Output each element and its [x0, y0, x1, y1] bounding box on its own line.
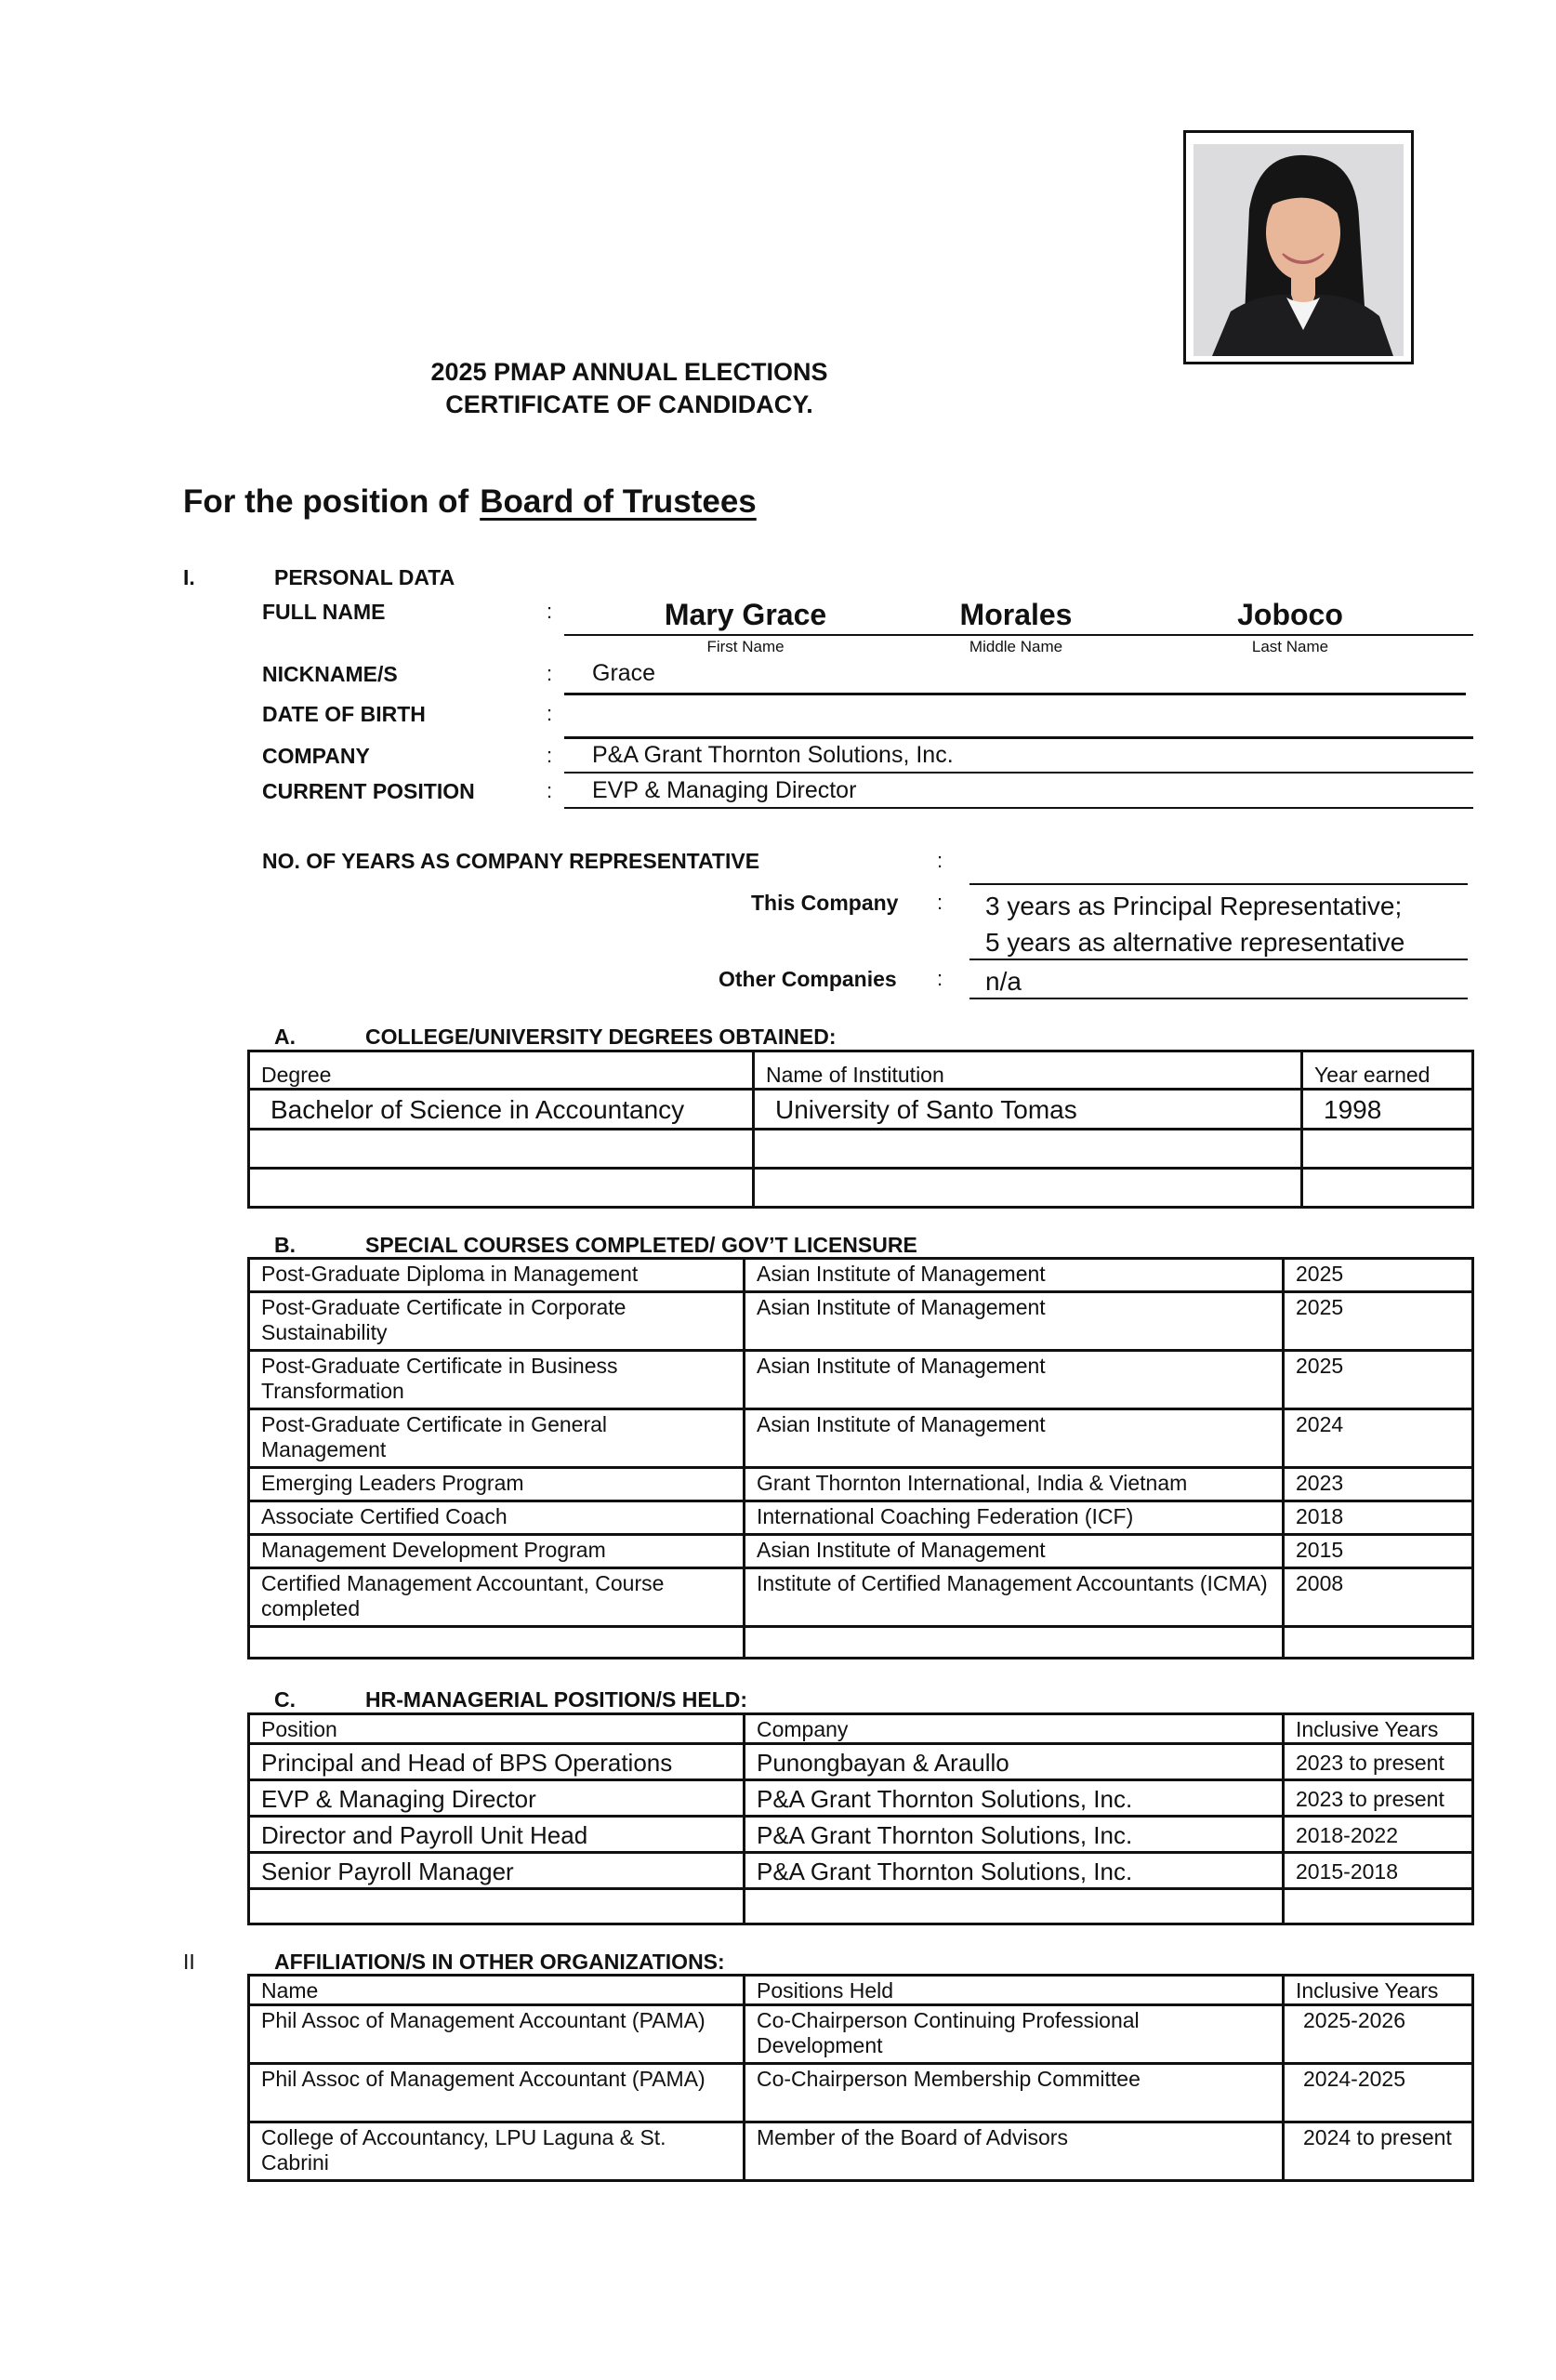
- portrait-image: [1193, 144, 1404, 356]
- years-cell: 2023 to present: [1284, 1744, 1473, 1780]
- years-cell: 2015-2018: [1284, 1853, 1473, 1889]
- header-cell: Inclusive Years: [1284, 1976, 1473, 2005]
- header-cell: Company: [745, 1714, 1284, 1744]
- institution-cell: Asian Institute of Management: [745, 1292, 1284, 1351]
- this-company-value-line2: 5 years as alternative representative: [985, 928, 1405, 957]
- position-line: [183, 483, 757, 521]
- table-row: [249, 1351, 1473, 1409]
- table-row: [249, 1130, 1473, 1169]
- current-position-underline: [564, 807, 1473, 809]
- year-cell: [1302, 1169, 1473, 1208]
- years-cell: 2024-2025: [1284, 2064, 1473, 2122]
- section-letter-a: A.: [274, 1025, 296, 1049]
- table-row: [249, 1501, 1473, 1535]
- position-cell: Senior Payroll Manager: [249, 1853, 745, 1889]
- header-cell: Position: [249, 1714, 745, 1744]
- company-cell: P&A Grant Thornton Solutions, Inc.: [745, 1853, 1284, 1889]
- dob-underline: [564, 736, 1473, 739]
- company-cell: P&A Grant Thornton Solutions, Inc.: [745, 1780, 1284, 1817]
- candidate-photo-frame: [1183, 130, 1414, 364]
- last-name-value: Joboco: [1237, 598, 1343, 631]
- table-header-row: [249, 1714, 1473, 1744]
- table-row: [249, 1780, 1473, 1817]
- dob-label: DATE OF BIRTH: [262, 702, 426, 726]
- positions-held-cell: Co-Chairperson Membership Committee: [745, 2064, 1284, 2122]
- table-row: [249, 1468, 1473, 1501]
- colon: :: [547, 600, 553, 623]
- years-cell: 2024 to present: [1284, 2122, 1473, 2181]
- position-cell: EVP & Managing Director: [249, 1780, 745, 1817]
- years-rep-underline: [969, 883, 1468, 885]
- table-row: [249, 1090, 1473, 1130]
- institution-cell: Asian Institute of Management: [745, 1351, 1284, 1409]
- years-cell: 2018-2022: [1284, 1817, 1473, 1853]
- colon: :: [937, 891, 943, 914]
- full-name-label: FULL NAME: [262, 600, 386, 624]
- other-companies-underline: [969, 998, 1468, 999]
- first-name-caption: First Name: [706, 638, 785, 655]
- years-rep-label: NO. OF YEARS AS COMPANY REPRESENTATIVE: [262, 849, 760, 873]
- institution-cell: International Coaching Federation (ICF): [745, 1501, 1284, 1535]
- this-company-label: This Company: [751, 891, 899, 915]
- degree-cell: [249, 1169, 754, 1208]
- section-title-personal-data: PERSONAL DATA: [274, 565, 455, 589]
- years-cell: [1284, 1889, 1473, 1924]
- colon: :: [547, 779, 553, 802]
- company-cell: P&A Grant Thornton Solutions, Inc.: [745, 1817, 1284, 1853]
- year-cell: 2023: [1284, 1468, 1473, 1501]
- year-cell: [1302, 1130, 1473, 1169]
- degree-cell: [249, 1130, 754, 1169]
- table-row: [249, 1292, 1473, 1351]
- section-title-affiliations: AFFILIATION/S IN OTHER ORGANIZATIONS:: [274, 1950, 725, 1974]
- section-number-2: II: [183, 1950, 195, 1974]
- org-name-cell: Phil Assoc of Management Accountant (PAMA): [249, 2064, 745, 2122]
- org-name-cell: College of Accountancy, LPU Laguna & St. Cabrini: [249, 2122, 745, 2181]
- header-cell: Year earned: [1302, 1051, 1473, 1090]
- nickname-label: NICKNAME/S: [262, 662, 398, 686]
- other-companies-label: Other Companies: [719, 967, 897, 991]
- course-cell: Associate Certified Coach: [249, 1501, 745, 1535]
- year-cell: 2008: [1284, 1568, 1473, 1627]
- table-row: [249, 1627, 1473, 1659]
- company-cell: Punongbayan & Araullo: [745, 1744, 1284, 1780]
- positions-held-cell: Member of the Board of Advisors: [745, 2122, 1284, 2181]
- institution-cell: Grant Thornton International, India & Vietnam: [745, 1468, 1284, 1501]
- section-title-courses: SPECIAL COURSES COMPLETED/ GOV’T LICENSURE: [365, 1233, 917, 1257]
- header-cell: Degree: [249, 1051, 754, 1090]
- years-cell: 2023 to present: [1284, 1780, 1473, 1817]
- header-cell: Positions Held: [745, 1976, 1284, 2005]
- first-name-value: Mary Grace: [664, 598, 827, 631]
- last-name-caption: Last Name: [1251, 638, 1329, 655]
- colon: :: [937, 967, 943, 990]
- degrees-table: [247, 1050, 1474, 1209]
- position-cell: [249, 1889, 745, 1924]
- course-cell: [249, 1627, 745, 1659]
- current-position-value: EVP & Managing Director: [592, 777, 857, 803]
- table-row: [249, 1535, 1473, 1568]
- institution-cell: Institute of Certified Management Accountants (ICMA): [745, 1568, 1284, 1627]
- years-cell: 2025-2026: [1284, 2005, 1473, 2064]
- table-row: [249, 1259, 1473, 1292]
- year-cell: 2018: [1284, 1501, 1473, 1535]
- company-cell: [745, 1889, 1284, 1924]
- position-value: Board of Trustees: [480, 483, 757, 520]
- company-label: COMPANY: [262, 744, 370, 768]
- colon: :: [547, 744, 553, 767]
- nickname-value: Grace: [592, 660, 656, 686]
- table-row: [249, 1169, 1473, 1208]
- year-cell: 1998: [1302, 1090, 1473, 1130]
- institution-cell: University of Santo Tomas: [754, 1090, 1302, 1130]
- colon: :: [547, 702, 553, 725]
- course-cell: Post-Graduate Certificate in General Management: [249, 1409, 745, 1468]
- company-value: P&A Grant Thornton Solutions, Inc.: [592, 742, 954, 768]
- institution-cell: [754, 1130, 1302, 1169]
- section-title-degrees: COLLEGE/UNIVERSITY DEGREES OBTAINED:: [365, 1025, 837, 1049]
- full-name-underline: [564, 634, 1473, 636]
- table-row: [249, 1853, 1473, 1889]
- year-cell: [1284, 1627, 1473, 1659]
- table-row: [249, 2005, 1473, 2064]
- course-cell: Management Development Program: [249, 1535, 745, 1568]
- year-cell: 2024: [1284, 1409, 1473, 1468]
- year-cell: 2025: [1284, 1292, 1473, 1351]
- course-cell: Certified Management Accountant, Course completed: [249, 1568, 745, 1627]
- affiliations-table: [247, 1974, 1474, 2182]
- course-cell: Emerging Leaders Program: [249, 1468, 745, 1501]
- table-row: [249, 2064, 1473, 2122]
- institution-cell: [754, 1169, 1302, 1208]
- company-underline: [564, 772, 1473, 774]
- institution-cell: Asian Institute of Management: [745, 1535, 1284, 1568]
- header-cell: Name: [249, 1976, 745, 2005]
- colon: :: [937, 849, 943, 872]
- nickname-underline: [564, 693, 1466, 695]
- section-letter-b: B.: [274, 1233, 296, 1257]
- table-row: [249, 1409, 1473, 1468]
- table-row: [249, 1568, 1473, 1627]
- form-subtitle: CERTIFICATE OF CANDIDACY.: [445, 390, 813, 418]
- table-row: [249, 1817, 1473, 1853]
- degree-cell: Bachelor of Science in Accountancy: [249, 1090, 754, 1130]
- table-row: [249, 2122, 1473, 2181]
- section-number-1: I.: [183, 565, 195, 589]
- course-cell: Post-Graduate Certificate in Corporate Sustainability: [249, 1292, 745, 1351]
- table-row: [249, 1744, 1473, 1780]
- section-letter-c: C.: [274, 1687, 296, 1712]
- middle-name-caption: Middle Name: [969, 638, 1063, 655]
- section-title-positions: HR-MANAGERIAL POSITION/S HELD:: [365, 1687, 748, 1712]
- this-company-underline: [969, 959, 1468, 960]
- institution-cell: Asian Institute of Management: [745, 1409, 1284, 1468]
- position-label: For the position of: [183, 483, 469, 520]
- colon: :: [547, 662, 553, 685]
- positions-held-cell: Co-Chairperson Continuing Professional Development: [745, 2005, 1284, 2064]
- position-cell: Director and Payroll Unit Head: [249, 1817, 745, 1853]
- courses-table: [247, 1257, 1474, 1659]
- position-cell: Principal and Head of BPS Operations: [249, 1744, 745, 1780]
- table-header-row: [249, 1051, 1473, 1090]
- candidate-photo: [1193, 144, 1404, 356]
- table-row: [249, 1889, 1473, 1924]
- header-cell: Name of Institution: [754, 1051, 1302, 1090]
- institution-cell: Asian Institute of Management: [745, 1259, 1284, 1292]
- institution-cell: [745, 1627, 1284, 1659]
- year-cell: 2015: [1284, 1535, 1473, 1568]
- form-title: 2025 PMAP ANNUAL ELECTIONS: [430, 358, 828, 386]
- table-header-row: [249, 1976, 1473, 2005]
- current-position-label: CURRENT POSITION: [262, 779, 475, 803]
- year-cell: 2025: [1284, 1259, 1473, 1292]
- course-cell: Post-Graduate Certificate in Business Transformation: [249, 1351, 745, 1409]
- this-company-value-line1: 3 years as Principal Representative;: [985, 892, 1403, 920]
- other-companies-value: n/a: [985, 967, 1022, 996]
- header-cell: Inclusive Years: [1284, 1714, 1473, 1744]
- org-name-cell: Phil Assoc of Management Accountant (PAMA): [249, 2005, 745, 2064]
- positions-table: [247, 1712, 1474, 1925]
- year-cell: 2025: [1284, 1351, 1473, 1409]
- middle-name-value: Morales: [959, 598, 1073, 631]
- course-cell: Post-Graduate Diploma in Management: [249, 1259, 745, 1292]
